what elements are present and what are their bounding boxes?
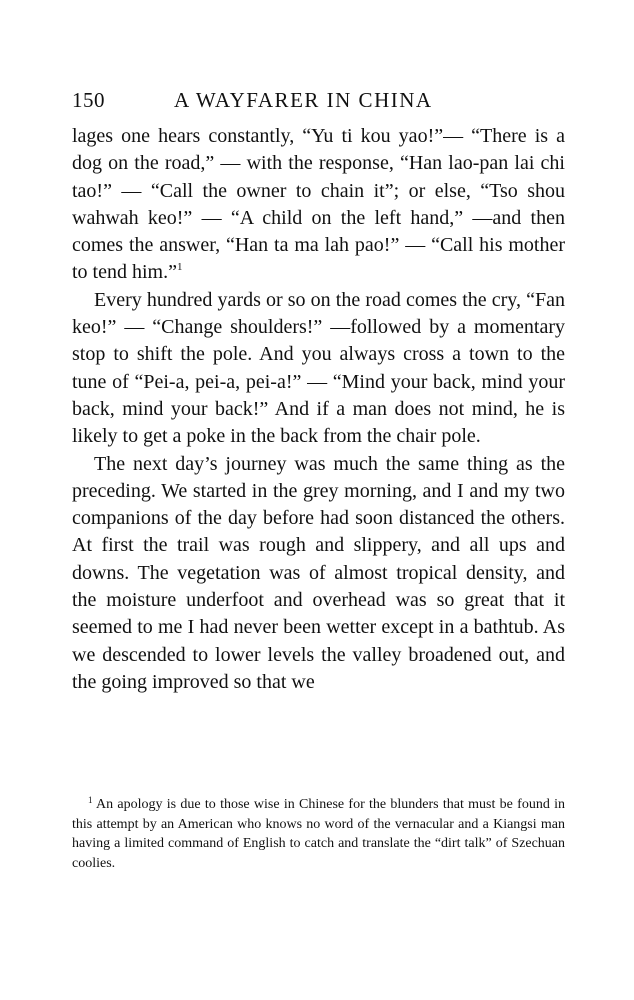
page-number: 150: [72, 88, 105, 112]
paragraph: The next day’s journey was much the same thing as the preceding. We started in the grey morning, and I and my two companions of the day before had soon distanced the others. At first the trail was rough and slippery, and all ups and downs. The vegetation was of almost tropical density, and the moisture underfoot and overhead was so great that it seemed to me I had never been wetter except in a bathtub. As we descended to lower levels the valley broadened out, and the going improved so that we: [72, 452, 565, 693]
body-text: [72, 123, 565, 696]
paragraph-1-text: lages one hears constantly, “Yu ti kou yao!”— “There is a dog on the road,” — with the response, “Han lao-pan lai chi tao!” — “Call the owner to chain it”; or else, “Tso shou wahwah keo!” — “A child on the left hand,” —and then comes the answer, “Han ta ma lah pao!” — “Call his mother to tend him.”: [72, 125, 565, 284]
footnote: [72, 795, 565, 873]
footnote-text: An apology is due to those wise in Chinese for the blunders that must be found in this attempt by an American who knows no word of the vernacular and a Kiangsi man having a limited command of English to catch and translate the “dirt talk” of Szechuan coolies.: [72, 797, 565, 871]
running-title: A WAYFARER IN CHINA: [174, 88, 433, 112]
footnote-reference: 1: [176, 261, 183, 274]
footnote-mark: 1: [88, 795, 93, 805]
running-head: [72, 88, 572, 118]
paragraph: Every hundred yards or so on the road comes the cry, “Fan keo!” — “Change shoulders!” —followed by a momentary stop to shift the pole. And you always cross a town to the tune of “Pei-a, pei-a, pei-a!” — “Mind your back, mind your back, mind your back!” And if a man does not mind, he is likely to get a poke in the back from the chair pole.: [72, 288, 565, 448]
paragraph-continued: [72, 123, 565, 287]
